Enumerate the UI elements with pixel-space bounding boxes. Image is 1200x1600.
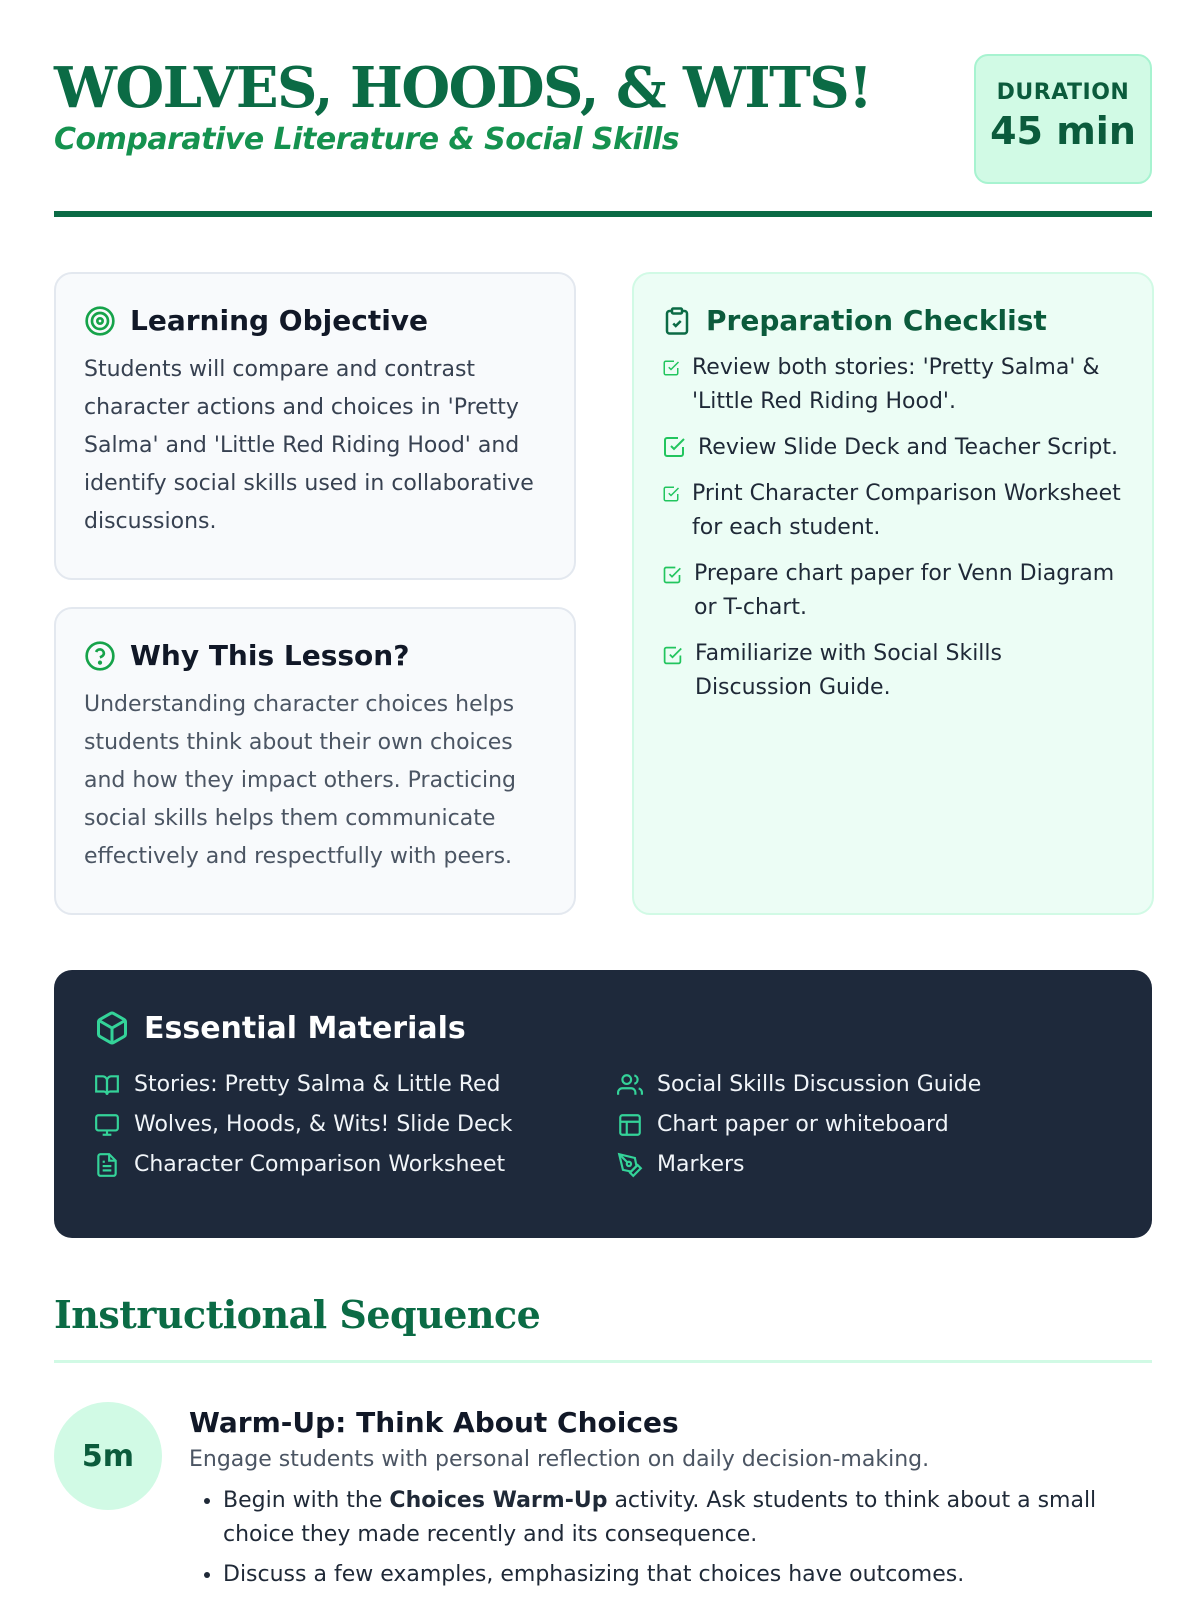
material-item: [617, 1068, 1097, 1102]
pen-tool-icon: [617, 1152, 643, 1178]
material-label: Chart paper or whiteboard: [657, 1112, 949, 1137]
checklist-item-text: Familiarize with Social Skills Discussion Guide.: [695, 641, 1002, 700]
help-circle-icon: [84, 640, 116, 672]
checklist-item: [662, 431, 1124, 465]
materials-list: [94, 1068, 1112, 1182]
preparation-checklist-heading: [662, 304, 1124, 337]
users-icon: [617, 1072, 643, 1098]
instructional-sequence-title: Instructional Sequence: [54, 1292, 541, 1337]
material-label: Character Comparison Worksheet: [134, 1152, 506, 1177]
check-square-icon: [662, 485, 680, 503]
check-square-icon: [662, 435, 686, 459]
step-bullet: [223, 1484, 1149, 1552]
step-bullet-list: [189, 1484, 1149, 1592]
header-divider: [54, 211, 1152, 217]
learning-objective-title: Learning Objective: [130, 304, 429, 337]
checklist-item-text: Review both stories: 'Pretty Salma' & 'Little Red Riding Hood'.: [692, 355, 1100, 414]
material-label: Stories: Pretty Salma & Little Red: [134, 1072, 501, 1097]
why-lesson-title: Why This Lesson?: [130, 639, 410, 672]
material-label: Markers: [657, 1152, 745, 1177]
package-icon: [94, 1010, 130, 1046]
step-duration-badge: 5m: [54, 1402, 162, 1510]
check-square-icon: [662, 359, 680, 377]
clipboard-check-icon: [662, 305, 692, 337]
page-subtitle: Comparative Literature & Social Skills: [54, 122, 680, 157]
material-item: [94, 1108, 617, 1142]
checklist-item: [662, 637, 1124, 705]
essential-materials-heading: [94, 1010, 1112, 1046]
step-title: Warm-Up: Think About Choices: [189, 1406, 679, 1439]
check-square-icon: [662, 645, 683, 666]
target-icon: [84, 305, 116, 337]
bullet-text: activity. Ask students to think about a small choice they made recently and its consequence.: [223, 1488, 1097, 1547]
why-lesson-card: [54, 607, 576, 915]
file-text-icon: [94, 1152, 120, 1178]
step-bullet: • Discuss a few examples, emphasizing that choices have outcomes.: [223, 1558, 1149, 1592]
material-label: Wolves, Hoods, & Wits! Slide Deck: [134, 1112, 513, 1137]
learning-objective-text: Students will compare and contrast character actions and choices in 'Pretty Salma' and 'Little Red Riding Hood' and identify social skills used in collaborative discussions.: [84, 357, 534, 534]
activity-name: Choices Warm-Up: [389, 1488, 608, 1513]
layout-icon: [617, 1112, 643, 1138]
duration-label: DURATION: [996, 80, 1130, 105]
checklist-item: [662, 557, 1124, 625]
lesson-header: [54, 52, 1152, 188]
checklist-item-text: Review Slide Deck and Teacher Script.: [698, 435, 1118, 460]
essential-materials-title: Essential Materials: [144, 1010, 466, 1046]
bullet-text: Begin with the: [223, 1488, 390, 1513]
material-item: [94, 1068, 617, 1102]
duration-badge: [974, 54, 1152, 184]
essential-materials-panel: [54, 970, 1152, 1238]
monitor-icon: [94, 1112, 120, 1138]
preparation-checklist-card: [632, 272, 1154, 915]
material-item: [94, 1148, 617, 1182]
checklist-item-text: Prepare chart paper for Venn Diagram or T-chart.: [694, 561, 1115, 620]
page-title: WOLVES, HOODS, & WITS!: [54, 55, 872, 121]
checklist: [662, 351, 1124, 705]
book-open-icon: [94, 1072, 120, 1098]
learning-objective-card: [54, 272, 576, 580]
checklist-item: [662, 351, 1124, 419]
duration-value: 45 min: [990, 109, 1136, 153]
learning-objective-heading: [84, 304, 546, 337]
check-square-icon: [662, 565, 682, 585]
material-label: Social Skills Discussion Guide: [657, 1072, 982, 1097]
checklist-item: [662, 477, 1124, 545]
why-lesson-heading: [84, 639, 546, 672]
step-content: [189, 1406, 1149, 1598]
section-divider: [54, 1360, 1152, 1363]
step-description: Engage students with personal reflection on daily decision-making.: [189, 1447, 930, 1472]
material-item: [617, 1148, 1097, 1182]
why-lesson-text: Understanding character choices helps students think about their own choices and how they impact others. Practicing social skills helps them communicate effectively and respectfully with peers.: [84, 692, 517, 869]
checklist-item-text: Print Character Comparison Worksheet for each student.: [692, 481, 1121, 540]
material-item: [617, 1108, 1097, 1142]
preparation-checklist-title: Preparation Checklist: [706, 304, 1047, 337]
